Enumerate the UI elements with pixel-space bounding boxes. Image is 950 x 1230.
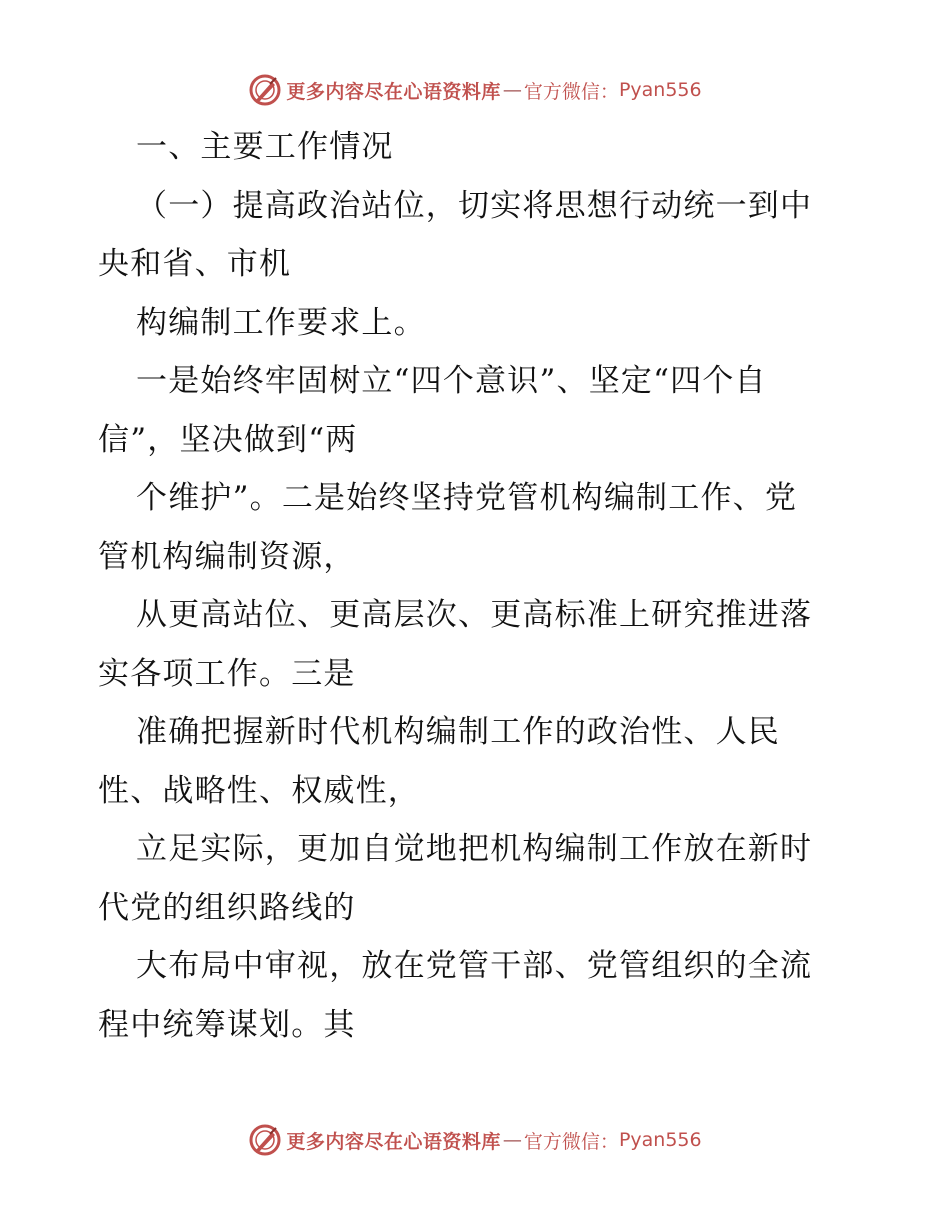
paragraph-line: 构编制工作要求上。 <box>136 304 426 341</box>
footer-banner <box>0 1120 950 1160</box>
header-banner-label: 官方微信： <box>523 80 619 103</box>
paragraph-line: 央和省、市机 <box>98 246 292 282</box>
paragraph-line: 个维护”。二是始终坚持党管机构编制工作、党 <box>136 480 798 516</box>
section-heading: 一、主要工作情况 <box>136 129 394 165</box>
paragraph-line: 程中统筹谋划。其 <box>98 1006 356 1043</box>
document-body <box>98 118 858 1054</box>
paragraph-line: 从更高站位、更高层次、更高标准上研究推进落 <box>136 597 813 633</box>
header-banner-title: 更多内容尽在心语资料库 <box>286 80 501 103</box>
header-banner <box>0 70 950 110</box>
footer-banner-wechat-id: Pyan556 <box>618 1129 702 1151</box>
paragraph-line: 实各项工作。三是 <box>98 655 356 692</box>
paragraph-line: 代党的组织路线的 <box>98 889 356 926</box>
paragraph-line: 准确把握新时代机构编制工作的政治性、人民 <box>136 714 780 750</box>
paragraph-line: 大布局中审视，放在党管干部、党管组织的全流 <box>136 948 813 984</box>
quill-pen-logo-icon <box>248 73 282 107</box>
header-banner-wechat-id: Pyan556 <box>618 79 702 101</box>
footer-banner-title: 更多内容尽在心语资料库 <box>286 1130 501 1153</box>
paragraph-line: （一）提高政治站位，切实将思想行动统一到中 <box>136 187 813 224</box>
paragraph-line: 性、战略性、权威性， <box>98 772 420 809</box>
footer-banner-label: 官方微信： <box>523 1130 619 1153</box>
paragraph-line: 信”，坚决做到“两 <box>98 421 358 458</box>
paragraph-line: 立足实际，更加自觉地把机构编制工作放在新时 <box>136 831 813 867</box>
header-banner-separator: — <box>502 79 522 101</box>
quill-pen-logo-icon <box>248 1123 282 1157</box>
footer-banner-separator: — <box>502 1129 522 1151</box>
paragraph-line: 一是始终牢固树立“四个意识”、坚定“四个自 <box>136 363 767 399</box>
paragraph-line: 管机构编制资源， <box>98 538 356 575</box>
